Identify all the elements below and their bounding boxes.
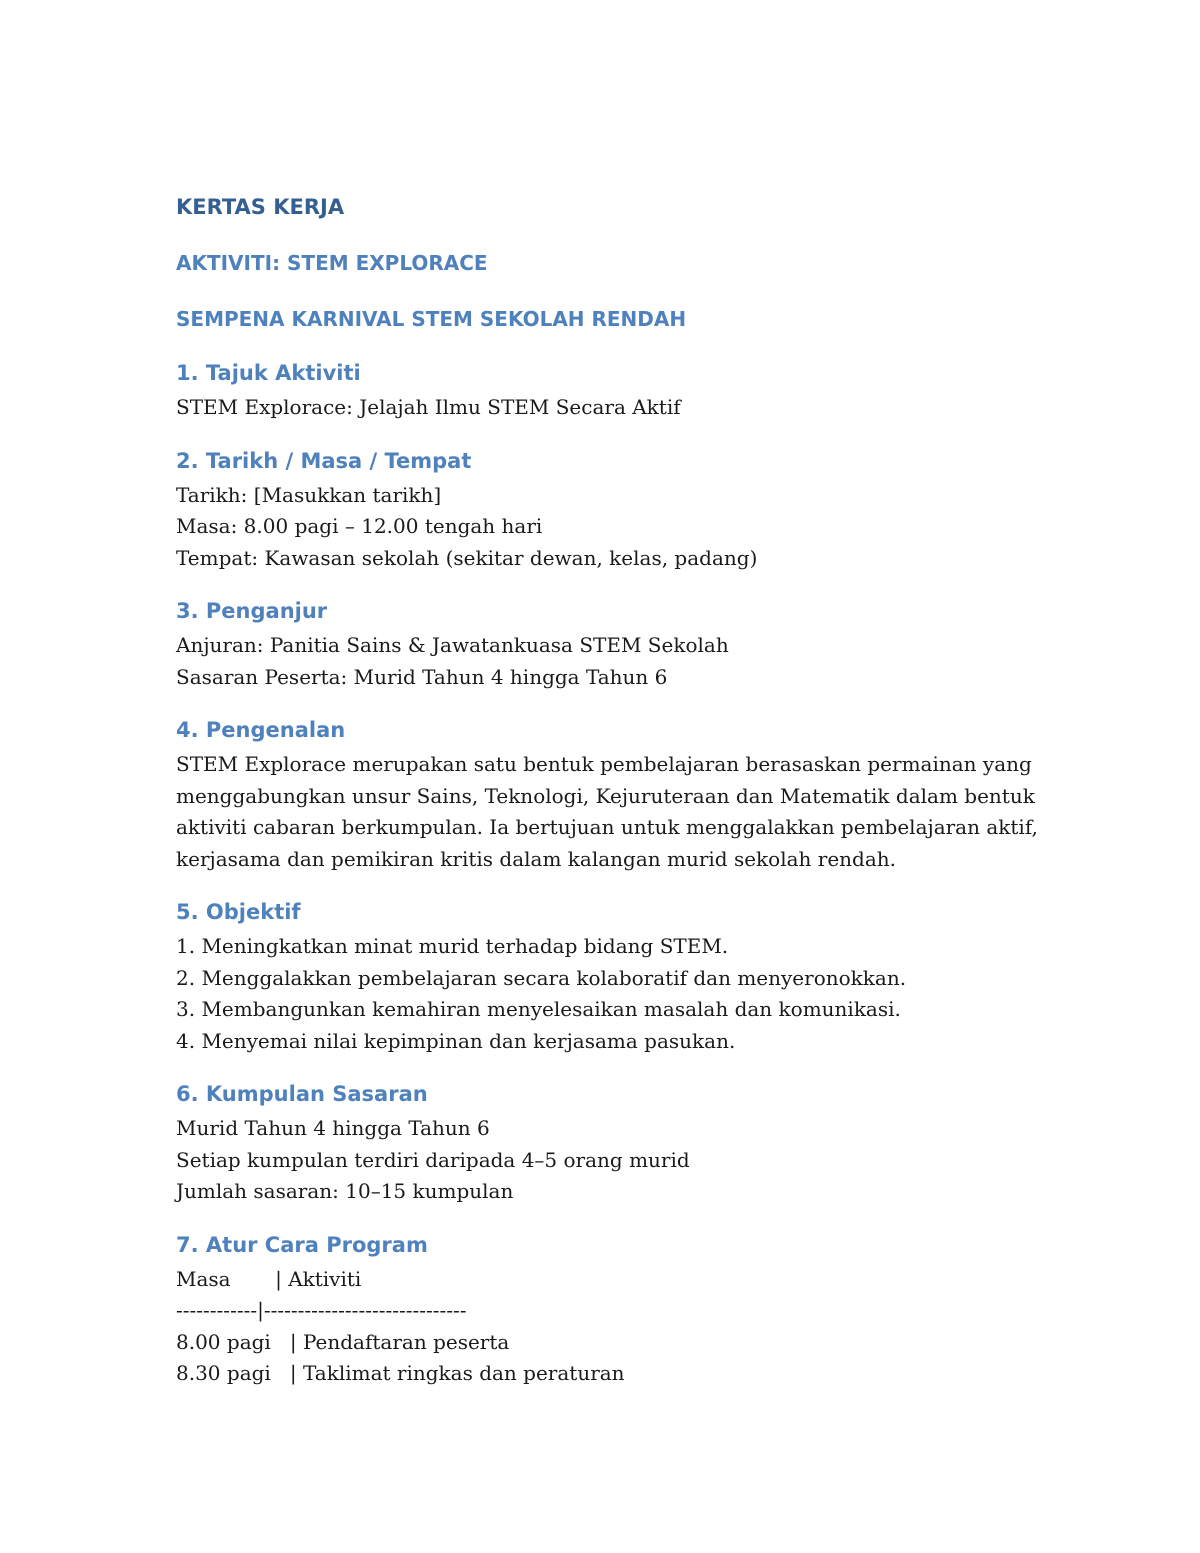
objective-item: 1. Meningkatkan minat murid terhadap bidang STEM. [176, 934, 729, 958]
section-body-tajuk [176, 392, 1056, 424]
body-line: Anjuran: Panitia Sains & Jawatankuasa STEM Sekolah [176, 633, 729, 657]
schedule-separator: ------------|------------------------------ [176, 1298, 467, 1322]
objective-item: 4. Menyemai nilai kepimpinan dan kerjasama pasukan. [176, 1028, 736, 1053]
section-heading-tajuk: 1. Tajuk Aktiviti [176, 361, 361, 385]
schedule-row: 8.00 pagi | Pendaftaran peserta [176, 1329, 510, 1354]
schedule-row: 8.30 pagi | Taklimat ringkas dan peraturan [176, 1361, 625, 1385]
section-body-objektif [176, 931, 1056, 1057]
body-line: STEM Explorace: Jelajah Ilmu STEM Secara Aktif [176, 395, 681, 419]
section-body-kumpulan [176, 1113, 1056, 1208]
body-line: Tempat: Kawasan sekolah (sekitar dewan, kelas, padang) [176, 545, 758, 570]
section-heading-objektif: 5. Objektif [176, 900, 301, 924]
body-line: Masa: 8.00 pagi – 12.00 tengah hari [176, 514, 543, 538]
objective-item: 2. Menggalakkan pembelajaran secara kolaboratif dan menyeronokkan. [176, 965, 907, 990]
body-line: Jumlah sasaran: 10–15 kumpulan [176, 1179, 514, 1203]
section-heading-penganjur: 3. Penganjur [176, 599, 328, 623]
section-heading-atur-cara: 7. Atur Cara Program [176, 1232, 428, 1257]
section-body-tarikh [176, 480, 1056, 575]
section-heading-tarikh: 2. Tarikh / Masa / Tempat [176, 448, 472, 473]
document-title: KERTAS KERJA [176, 195, 345, 219]
occasion-heading: SEMPENA KARNIVAL STEM SEKOLAH RENDAH [176, 307, 687, 331]
program-schedule [176, 1264, 1056, 1390]
intro-paragraph: STEM Explorace merupakan satu bentuk pembelajaran berasaskan permainan yang menggabungkan unsur Sains, Teknologi, Kejuruteraan dan Matematik dalam bentuk aktiviti cabaran berkumpulan. Ia bertujuan untuk menggalakkan pembelajaran aktif, kerjasama dan pemikiran kritis dalam kalangan murid sekolah rendah. [176, 752, 1038, 871]
body-line: Sasaran Peserta: Murid Tahun 4 hingga Tahun 6 [176, 664, 668, 689]
body-line: Setiap kumpulan terdiri daripada 4–5 orang murid [176, 1147, 690, 1172]
section-heading-kumpulan: 6. Kumpulan Sasaran [176, 1082, 428, 1106]
activity-heading: AKTIVITI: STEM EXPLORACE [176, 251, 488, 275]
section-heading-pengenalan: 4. Pengenalan [176, 718, 346, 742]
body-line: Murid Tahun 4 hingga Tahun 6 [176, 1116, 490, 1140]
section-body-penganjur [176, 630, 1056, 693]
body-line: Tarikh: [Masukkan tarikh] [176, 482, 442, 507]
schedule-header-row: Masa | Aktiviti [176, 1266, 362, 1291]
section-body-pengenalan [176, 749, 1056, 875]
document-content [176, 192, 1056, 1390]
objective-item: 3. Membangunkan kemahiran menyelesaikan masalah dan komunikasi. [176, 997, 901, 1021]
